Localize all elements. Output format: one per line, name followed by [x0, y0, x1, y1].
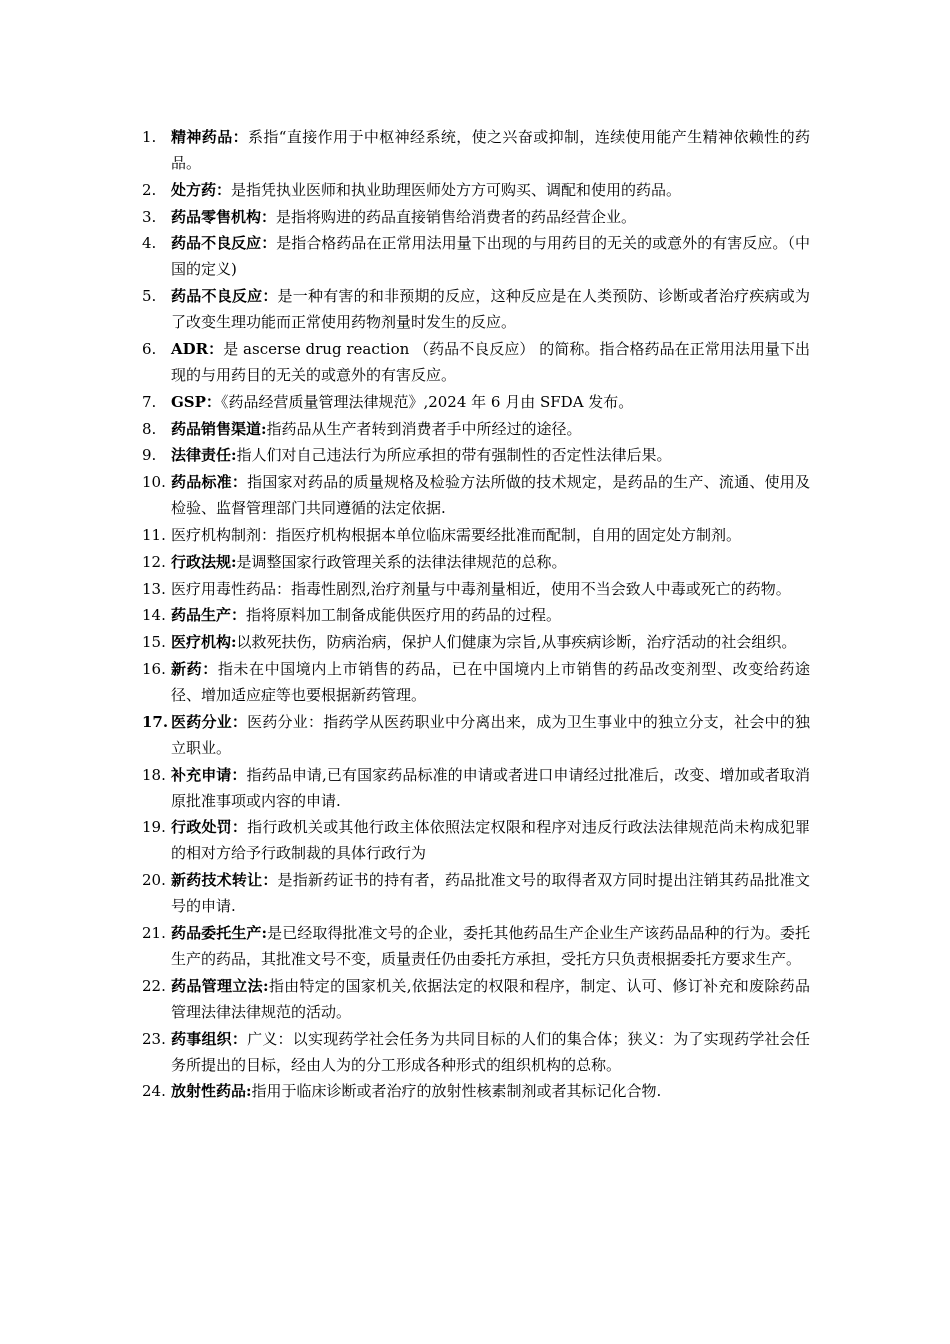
item-text [171, 920, 810, 972]
item-term: 放射性药品: [171, 1082, 252, 1101]
item-definition: 指国家对药品的质量规格及检验方法所做的技术规定，是药品的生产、流通、使用及检验、监督管理部门共同遵循的法定依据. [171, 473, 810, 518]
item-definition: 是一种有害的和非预期的反应，这种反应是在人类预防、诊断或者治疗疾病或为了改变生理功能而正常使用药物剂量时发生的反应。 [171, 287, 810, 332]
item-definition: 指行政机关或其他行政主体依照法定权限和程序对违反行政法法律规范尚未构成犯罪的相对方给予行政制裁的具体行政行为 [171, 818, 810, 863]
list-item [142, 656, 810, 708]
item-term: 新药技术转让： [171, 871, 278, 890]
item-text [171, 762, 810, 814]
item-term: 医疗用毒性药品： [171, 579, 292, 598]
item-number: 11. [142, 525, 166, 544]
item-term: 医药分业： [171, 712, 248, 731]
list-item [142, 522, 810, 548]
item-term: GSP： [171, 392, 221, 411]
item-term: 药品零售机构： [171, 207, 277, 226]
item-term: 精神药品： [171, 128, 248, 146]
item-text [171, 522, 810, 548]
item-text [171, 709, 810, 761]
item-number: 15. [142, 633, 166, 652]
item-term: 药品销售渠道: [171, 419, 267, 438]
item-number: 2. [142, 180, 157, 199]
item-text [171, 602, 810, 628]
list-item [142, 1078, 810, 1104]
item-number: 14. [142, 606, 166, 625]
item-definition: 是指将购进的药品直接销售给消费者的药品经营企业。 [276, 207, 637, 226]
item-number: 24. [142, 1082, 166, 1101]
item-text [171, 629, 810, 655]
item-term: 补充申请： [171, 765, 247, 784]
item-definition: 是 ascerse drug reaction （药品不良反应） 的简称。指合格药品在正常用法用量下出现的与用药目的无关的或意外的有害反应。 [171, 339, 810, 384]
item-definition: 指用于临床诊断或者治疗的放射性核素制剂或者其标记化合物. [251, 1082, 662, 1101]
item-number: 4. [142, 234, 157, 253]
item-definition: 指药品从生产者转到消费者手中所经过的途径。 [266, 419, 582, 438]
item-number: 18. [142, 765, 166, 784]
item-text [171, 204, 810, 230]
item-term: 药事组织： [171, 1029, 248, 1048]
item-text [171, 177, 810, 203]
item-term: 新药： [171, 659, 218, 678]
item-text [171, 1026, 810, 1078]
list-item [142, 177, 810, 203]
item-text [171, 469, 810, 521]
list-item [142, 762, 810, 814]
list-item [142, 814, 810, 866]
list-item [142, 230, 810, 282]
item-number: 13. [142, 579, 166, 598]
item-definition: 是调整国家行政管理关系的法律法律规范的总称。 [236, 552, 567, 571]
list-item [142, 867, 810, 919]
item-text [171, 416, 810, 442]
item-number: 5. [142, 287, 157, 306]
item-number: 3. [142, 207, 157, 226]
item-text [171, 576, 810, 602]
item-number: 20. [142, 871, 166, 890]
item-number: 21. [142, 923, 166, 942]
item-definition: 是指新药证书的持有者，药品批准文号的取得者双方同时提出注销其药品批准文号的申请. [171, 871, 810, 916]
item-definition: 指药品申请,已有国家药品标准的申请或者进口申请经过批准后，改变、增加或者取消原批准事项或内容的申请. [171, 765, 810, 810]
item-definition: 指人们对自己违法行为所应承担的带有强制性的否定性法律后果。 [236, 446, 672, 465]
list-item [142, 602, 810, 628]
item-number: 7. [142, 392, 157, 411]
item-definition: 是已经取得批准文号的企业，委托其他药品生产企业生产该药品品种的行为。委托生产的药品，其批准文号不变，质量责任仍由委托方承担，受托方只负责根据委托方要求生产。 [171, 923, 810, 968]
item-term: 行政法规: [171, 552, 237, 571]
item-definition: 以救死扶伤，防病治病，保护人们健康为宗旨,从事疾病诊断，治疗活动的社会组织。 [236, 633, 797, 652]
item-term: 药品不良反应： [171, 287, 278, 306]
item-term: 行政处罚： [171, 818, 248, 837]
item-term: 处方药： [171, 180, 232, 199]
list-item [142, 549, 810, 575]
item-definition: 指未在中国境内上市销售的药品，已在中国境内上市销售的药品改变剂型、改变给药途径、增加适应症等也要根据新药管理。 [171, 659, 810, 704]
item-definition: 指由特定的国家机关,依据法定的权限和程序，制定、认可、修订补充和废除药品管理法律法律规范的活动。 [171, 976, 810, 1021]
list-item [142, 283, 810, 335]
item-definition: 《药品经营质量管理法律规范》,2024 年 6 月由 SFDA 发布。 [220, 392, 634, 411]
item-text [171, 230, 810, 282]
item-term: 药品管理立法: [171, 976, 269, 995]
list-item [142, 469, 810, 521]
item-term: 药品生产： [171, 606, 247, 625]
item-definition: 指将原料加工制备成能供医疗用的药品的过程。 [246, 606, 562, 625]
item-text [171, 814, 810, 866]
list-item [142, 920, 810, 972]
item-definition: 广义：以实现药学社会任务为共同目标的人们的集合体；狭义：为了实现药学社会任务所提出的目标，经由人为的分工形成各种形式的组织机构的总称。 [171, 1029, 810, 1074]
list-item [142, 442, 810, 468]
item-text [171, 336, 810, 388]
list-item [142, 576, 810, 602]
list-item [142, 389, 810, 415]
item-number: 12. [142, 552, 166, 571]
item-definition: 系指“直接作用于中枢神经系统，使之兴奋或抑制，连续使用能产生精神依赖性的药品。 [171, 128, 810, 172]
list-item [142, 1026, 810, 1078]
item-number: 16. [142, 659, 166, 678]
item-number: 22. [142, 976, 166, 995]
list-item [142, 629, 810, 655]
item-text [171, 867, 810, 919]
item-text [171, 973, 810, 1025]
list-item [142, 709, 810, 761]
item-term: 医疗机构: [171, 633, 237, 652]
item-number: 17. [142, 712, 169, 731]
item-definition: 指医疗机构根据本单位临床需要经批准而配制，自用的固定处方制剂。 [276, 525, 742, 544]
item-number: 23. [142, 1029, 166, 1048]
item-number: 10. [142, 473, 166, 492]
item-text [171, 442, 810, 468]
list-item [142, 336, 810, 388]
item-text [171, 1078, 810, 1104]
item-term: 医疗机构制剂： [171, 525, 277, 544]
item-text [171, 283, 810, 335]
item-definition: 医药分业：指药学从医药职业中分离出来，成为卫生事业中的独立分支，社会中的独立职业。 [171, 712, 810, 757]
item-number: 19. [142, 818, 166, 837]
item-number: 9. [142, 446, 157, 465]
item-number: 1. [142, 128, 157, 146]
definition-list [142, 124, 810, 1105]
item-text [171, 656, 810, 708]
item-term: 法律责任: [171, 446, 237, 465]
list-item [142, 973, 810, 1025]
list-item [142, 124, 810, 176]
item-text [171, 549, 810, 575]
item-text [171, 124, 810, 176]
item-number: 6. [142, 339, 157, 358]
list-item [142, 204, 810, 230]
item-text [171, 389, 810, 415]
item-term: ADR： [171, 339, 224, 358]
item-definition: 指毒性剧烈,治疗剂量与中毒剂量相近，使用不当会致人中毒或死亡的药物。 [291, 579, 791, 598]
item-term: 药品委托生产: [171, 923, 268, 942]
item-definition: 是指凭执业医师和执业助理医师处方方可购买、调配和使用的药品。 [231, 180, 682, 199]
item-definition: 是指合格药品在正常用法用量下出现的与用药目的无关的或意外的有害反应。（中国的定义) [171, 234, 810, 279]
item-term: 药品不良反应： [171, 234, 277, 253]
item-term: 药品标准： [171, 473, 248, 492]
item-number: 8. [142, 419, 157, 438]
list-item [142, 416, 810, 442]
